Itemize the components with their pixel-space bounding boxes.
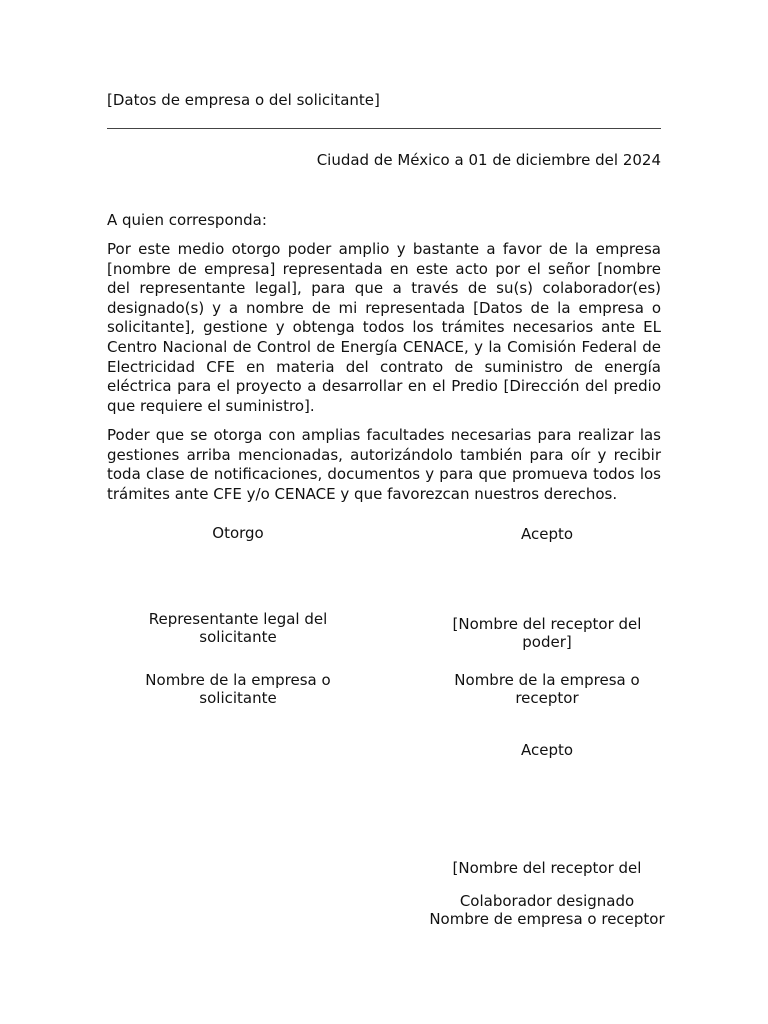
greeting: A quien corresponda: [107, 211, 267, 229]
signature-collaborator-name: [Nombre del receptor del [452, 859, 642, 877]
signature-collaborator-company: Nombre de empresa o receptor [429, 910, 665, 928]
paragraph-power-grant: Por este medio otorgo poder amplio y bastante a favor de la empresa [nombre de empresa] representada en este acto por el señor [nombre del representante legal], para que a través de su(s) colaborador(es) designado(s) y a nombre de mi representada [Datos de la empresa o solicitante], gestione y obtenga todos los trámites necesarios ante EL Centro Nacional de Control de Energía CENACE, y la Comisión Federal de Electricidad CFE en materia del contrato de suministro de energía eléctrica para el proyecto a desarrollar en el Predio [Dirección del predio que requiere el suministro]. [107, 240, 661, 415]
signature-collaborator-heading: Acepto [520, 741, 574, 759]
signature-left-heading: Otorgo [212, 524, 264, 542]
date-line: Ciudad de México a 01 de diciembre del 2024 [316, 151, 661, 169]
signature-right-company: Nombre de la empresa o receptor [454, 671, 640, 707]
signature-right-name: [Nombre del receptor del poder] [452, 615, 642, 651]
signature-right-heading: Acepto [520, 525, 574, 543]
signature-left-company: Nombre de la empresa o solicitante [145, 671, 331, 707]
signature-collaborator-role: Colaborador designado [459, 892, 635, 910]
document-page [107, 0, 665, 1024]
header-divider [107, 128, 661, 129]
paragraph-faculties: Poder que se otorga con amplias facultades necesarias para realizar las gestiones arriba mencionadas, autorizándolo también para oír y recibir toda clase de notificaciones, documentos y para que promueva todos los trámites ante CFE y/o CENACE y que favorezcan nuestros derechos. [107, 426, 661, 503]
signature-left-role: Representante legal del solicitante [148, 610, 328, 646]
company-placeholder: [Datos de empresa o del solicitante] [107, 91, 380, 109]
